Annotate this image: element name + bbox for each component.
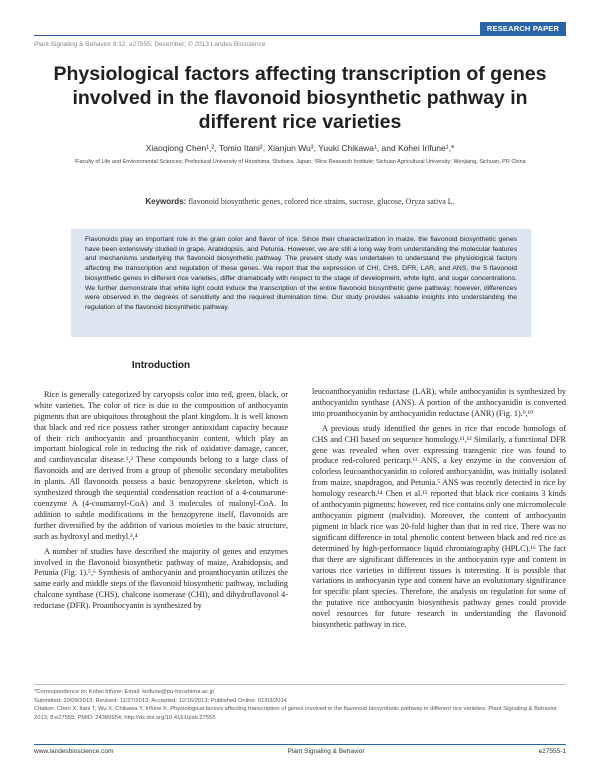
article-title: Physiological factors affecting transcription of genes involved in the flavonoid biosynthetic pathway in different rice varieties: [53, 63, 547, 133]
keywords: [40, 197, 560, 206]
journal-info: Plant Signaling & Behavior 8:12, e27555; December; © 2013 Landes Bioscience: [34, 41, 266, 48]
body-paragraph: A number of studies have described the majority of genes and enzymes involved in the flavonoid biosynthetic pathway of maize, Arabidopsis, and Petunia (Fig. 1).⁵,⁶ Synthesis of anthocyanin and proanthocyanin utilizes the same early and middle steps of the flavonoid biosynthetic pathway, including chalcone synthase (CHS), chalcone isomerase (CHI), and dihydroflavonol 4-reductase (DFR). Proanthocyanin is synthesized by: [34, 546, 288, 611]
footnote-correspondence: *Correspondence to: Kohei Irifune; Email: kirifune@pu-hiroshima.ac.jp: [34, 689, 215, 695]
right-column: [312, 387, 566, 635]
footnotes: [34, 684, 566, 722]
footnote-dates: Submitted: 10/09/2013; Revised: 11/27/2013; Accepted: 12/16/2013; Published Online: 01/03/2014: [34, 697, 287, 704]
section-heading-introduction: Introduction: [131, 360, 191, 371]
footer-website-link[interactable]: www.landesbioscience.com: [34, 748, 114, 755]
keywords-label: Keywords:: [145, 197, 187, 206]
body-paragraph: Rice is generally categorized by caryopsis color into red, green, black, or white varieties. The color of rice is due to the composition of anthocyanin pigments that are ubiquitous throughout the plant kingdom. It is well known that black and red rice possess rather stronger antioxidant capacity because of their rich anthocyanin and proanthocyanin content, which play an important biological role in reducing the risk of oxidative damage, cancer, and cardiovascular disease.¹,² These compounds belong to a large class of flavonoids and are derived from a group of phenolic secondary metabolites in plants. All flavonoids possess a basic benzopyrene skeleton, which is synthesized through the sequential condensation reaction of a 4-coumarone-coenzyme A (4-coumaroyl-CoA) and 3 molecules of malonyl-CoA. In addition to subtle modifications in the benzopyrene itself, flavonoids are further diversified by the addition of various moieties to the basic structure, such as hydroxyl and methyl.³,⁴: [34, 389, 288, 541]
footer-journal: Plant Signaling & Behavior: [287, 748, 365, 755]
body-paragraph: A previous study identified the genes in rice that encode homologs of CHS and CHI based on sequence homology.¹¹,¹² Similarly, a functional DFR gene was revealed when over expressing transgenic rice was found to produce red-colored pericarp.¹³ ANS, a key enzyme in the conversion of colorless leucoanthocyanidin to colored anthocyanidin, was initially isolated from maize, snapdragon, and Petunia.⁵ ANS was recently detected in rice by homology research.¹⁴ Chen et al.¹⁵ reported that black rice contains 3 kinds of anthocyanin pigments; however, red rice contains only one micromolecule anthocyanin pigment (malvidin). Moreover, the content of anthocyanin pigment in black rice was 20-fold higher than that in red rice. There was no significant difference in total phenolic content between black and red rice as determined by high-performance liquid chromatography (HPLC).¹⁶ The fact that there are significant differences in the anthocyanin type and content in various rice varieties in different tissues is interesting. It is possible that variations in anthocyanin type and content have an evolutionary significance for specific plant species. Therefore, the analysis on regulation for some of the putative rice anthocyanin biosynthesis pathway genes could provide novel resources for future research in understanding the flavonoid biosynthetic pathway in rice.: [312, 423, 566, 630]
affiliations: ¹Faculty of Life and Environmental Sciences; Prefectural University of Hiroshima; Shobara, Japan; ²Rice Research Institute; Sichuan Agricultural University; Wenjiang, Sichuan, PR China: [74, 159, 526, 165]
keywords-text: flavonoid biosynthetic genes, colored rice strains, sucrose, glucose, Oryza sativa L.: [188, 197, 455, 206]
body-paragraph: leucoanthocyanidin reductase (LAR), while anthocyanidin is synthesized by anthocyanidin synthase (ANS). A portion of the anthocyanidin is converted into proanthocyanin by anthocyanidin reductase (ANR) (Fig. 1).⁹,¹⁰: [312, 387, 566, 418]
page-footer: [34, 744, 566, 755]
left-column: [34, 356, 288, 616]
author-list: Xiaoqiong Chen¹,², Tomio Itani², Xianjun Wu³, Yuuki Chikawa¹, and Kohei Irifune¹,*: [145, 143, 455, 153]
article-type-badge: RESEARCH PAPER: [480, 22, 566, 35]
abstract-box: Flavonoids play an important role in the grain color and flavor of rice. Since their characterization in maize, the flavonoid biosynthetic genes have been extensively studied in grape, Arabidopsis, and Petunia. However, we are still a long way from understanding the molecular features and mechanisms underlying the flavonoid biosynthetic pathway. The present study was undertaken to understand the physiological factors affecting the transcription and regulation of these genes. We report that the expression of CHI, CHS, DFR, LAR, and ANS, the 5 flavonoid biosynthetic genes in different rice varieties, differ dramatically with respect to the stage of development, white light, and sugar concentrations. We further demonstrate that white light could induce the transcription of the entire flavonoid biosynthetic gene pathway; however, differences were observed in the degrees of sensitivity and the required illumination time. Our study provides valuable insights into understanding the regulation of the flavonoid biosynthetic pathway.: [71, 229, 531, 337]
footer-page-number: e27555-1: [538, 748, 566, 755]
header-divider: [34, 35, 566, 36]
footnote-citation: Citation: Chen X, Itani T, Wu X, Chikawa Y, Irifune K. Physiological factors affecting transcription of genes involved in the flavonoid biosynthetic pathway in different rice varieties. Plant Signaling & Behavior 2013; 8:e27555; PMID: 24389954; http://dx.doi.org/10.4161/psb.27555: [34, 706, 557, 721]
